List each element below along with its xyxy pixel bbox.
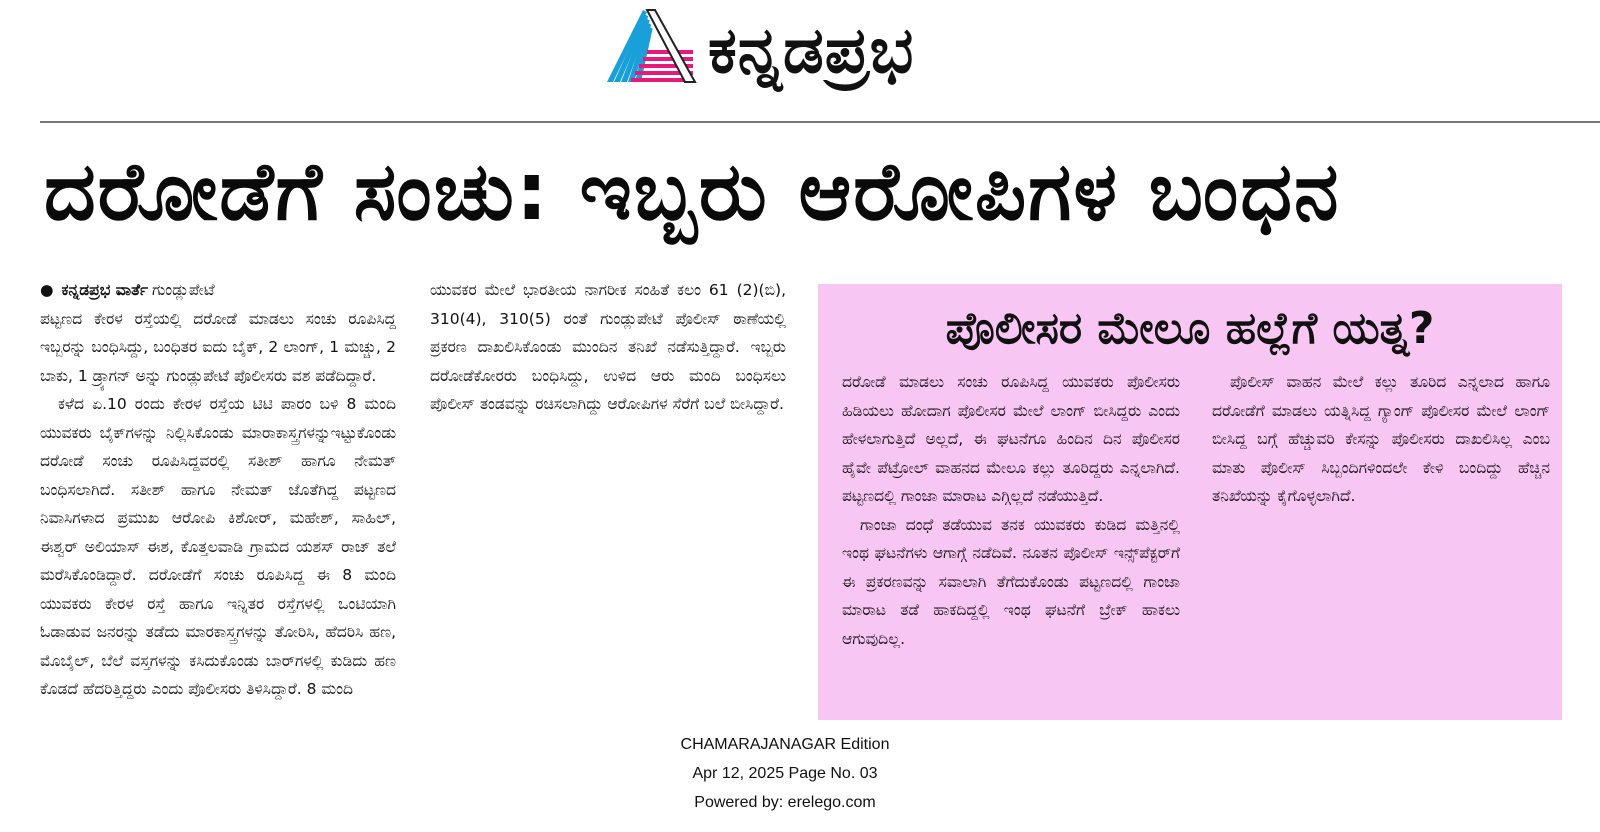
- byline-place: ಗುಂಡ್ಲುಪೇಟೆ: [151, 281, 215, 299]
- sidebar-box: [818, 284, 1562, 720]
- article-column-2: [430, 276, 786, 728]
- edition-label: CHAMARAJANAGAR Edition: [680, 736, 890, 753]
- masthead-divider: [40, 121, 1600, 123]
- article-paragraph: ಕಳೆದ ಏ.10 ರಂದು ಕೇರಳ ರಸ್ತೆಯ ಟಿಟಿ ಪಾರಂ ಬಳಿ 8 ಮಂದಿ ಯುವಕರು ಬೈಕ್‌ಗಳನ್ನು ನಿಲ್ಲಿಸಿಕೊಂಡು ಮಾರಾಕಾಸ್ತ್ರಗಳನ್ನುಇಟ್ಟುಕೊಂಡು ದರೋಡೆ ಸಂಚು ರೂಪಿಸಿದ್ದವರಲ್ಲಿ ಸತೀಶ್ ಹಾಗೂ ನೇಮತ್ ಬಂಧಿಸಲಾಗಿದೆ. ಸತೀಶ್ ಹಾಗೂ ನೇಮತ್ ಜೊತೆಗಿದ್ದ ಪಟ್ಟಣದ ನಿವಾಸಿಗಳಾದ ಪ್ರಮುಖ ಆರೋಪಿ ಕಿಶೋರ್, ಮಹೇಶ್, ಸಾಹಿಲ್, ಈಶ್ವರ್ ಅಲಿಯಾಸ್ ಈಶ, ಕೊತ್ತಲವಾಡಿ ಗ್ರಾಮದ ಯಶಸ್ ರಾಜ್ ತಲೆ ಮರೆಸಿಕೊಂಡಿದ್ದಾರೆ. ದರೋಡೆಗೆ ಸಂಚು ರೂಪಿಸಿದ್ದ ಈ 8 ಮಂದಿ ಯುವಕರು ಕೇರಳ ರಸ್ತೆ ಹಾಗೂ ಇನ್ನಿತರ ರಸ್ತೆಗಳಲ್ಲಿ ಒಂಟಿಯಾಗಿ ಓಡಾಡುವ ಜನರನ್ನು ತಡೆದು ಮಾರಕಾಸ್ತ್ರಗಳನ್ನು ತೋರಿಸಿ, ಹೆದರಿಸಿ ಹಣ, ಮೊಬೈಲ್, ಬೆಲೆ ವಸ್ತಗಳನ್ನು ಕಸಿದುಕೊಂಡು ಬಾರ್‌ಗಳಲ್ಲಿ ಕುಡಿದು ಹಣ ಕೊಡದೆ ಹೆದರಿತ್ತಿದ್ದರು ಎಂದು ಪೊಲೀಸರು ತಿಳಿಸಿದ್ದಾರೆ. 8 ಮಂದಿ: [40, 395, 396, 698]
- kannadaprabha-logo-icon: [603, 6, 699, 86]
- article-column-1: [40, 276, 396, 728]
- byline: [40, 276, 396, 305]
- headline: ದರೋಡೆಗೆ ಸಂಚು: ಇಬ್ಬರು ಆರೋಪಿಗಳ ಬಂಧನ: [44, 145, 1341, 238]
- sidebar-column-2: [1212, 368, 1550, 714]
- sidebar-column-1: [842, 368, 1180, 714]
- sidebar-paragraph: ಪೊಲೀಸ್ ವಾಹನ ಮೇಲೆ ಕಲ್ಲು ತೂರಿದ ಎನ್ನಲಾದ ಹಾಗೂ ದರೋಡೆಗೆ ಮಾಡಲು ಯತ್ನಿಸಿದ್ದ ಗ್ಯಾಂಗ್ ಪೊಲೀಸರ ಮೇಲೆ ಲಾಂಗ್ ಬೀಸಿದ್ದ ಬಗ್ಗೆ ಹೆಚ್ಚುವರಿ ಕೇಸನ್ನು ಪೊಲೀಸರು ದಾಖಲಿಸಿಲ್ಲ ಎಂಬ ಮಾತು ಪೊಲೀಸ್ ಸಿಬ್ಬಂದಿಗಳಿಂದಲೇ ಕೇಳಿ ಬಂದಿದ್ದು ಹೆಚ್ಚಿನ ತನಿಖೆಯನ್ನು ಕೈಗೊಳ್ಳಲಾಗಿದೆ.: [1212, 373, 1550, 505]
- sidebar-paragraph: ಗಾಂಜಾ ದಂಧೆ ತಡೆಯುವ ತನಕ ಯುವಕರು ಕುಡಿದ ಮತ್ತಿನಲ್ಲಿ ಇಂಥ ಘಟನೆಗಳು ಆಗಾಗ್ಗೆ ನಡೆದಿವೆ. ನೂತನ ಪೊಲೀಸ್ ಇನ್ಸ್‌ಪೆಕ್ಟರ್‌ಗೆ ಈ ಪ್ರಕರಣವನ್ನು ಸವಾಲಾಗಿ ತೆಗೆದುಕೊಂಡು ಪಟ್ಟಣದಲ್ಲಿ ಗಾಂಜಾ ಮಾರಾಟ ತಡೆ ಹಾಕದಿದ್ದಲ್ಲಿ ಇಂಥ ಘಟನೆಗೆ ಬ್ರೇಕ್ ಹಾಕಲು ಆಗುವುದಿಲ್ಲ.: [842, 515, 1180, 648]
- sidebar-paragraph: ದರೋಡೆ ಮಾಡಲು ಸಂಚು ರೂಪಿಸಿದ್ದ ಯುವಕರು ಪೊಲೀಸರು ಹಿಡಿಯಲು ಹೋದಾಗ ಪೊಲೀಸರ ಮೇಲೆ ಲಾಂಗ್ ಬೀಸಿದ್ದರು ಎಂದು ಹೇಳಲಾಗುತ್ತಿದೆ ಅಲ್ಲದೆ, ಈ ಘಟನೆಗೂ ಹಿಂದಿನ ದಿನ ಪೊಲೀಸರ ಹೈವೇ ಪೆಟ್ರೋಲ್ ವಾಹನದ ಮೇಲೂ ಕಲ್ಲು ತೂರಿದ್ದರು ಎನ್ನಲಾಗಿದೆ. ಪಟ್ಟಣದಲ್ಲಿ ಗಾಂಜಾ ಮಾರಾಟ ಎಗ್ಗಿಲ್ಲದೆ ನಡೆಯುತ್ತಿದೆ.: [842, 373, 1180, 505]
- byline-source: ಕನ್ನಡಪ್ರಭ ವಾರ್ತೆ: [61, 281, 148, 299]
- sidebar-title: ಪೊಲೀಸರ ಮೇಲೂ ಹಲ್ಲೆಗೆ ಯತ್ನ?: [945, 303, 1435, 354]
- masthead: [0, 0, 1600, 118]
- date-page-label: Apr 12, 2025 Page No. 03: [692, 765, 878, 782]
- bullet-icon: ●: [40, 281, 54, 299]
- article-paragraph: ಪಟ್ಟಣದ ಕೇರಳ ರಸ್ತೆಯಲ್ಲಿ ದರೋಡೆ ಮಾಡಲು ಸಂಚು ರೂಪಿಸಿದ್ದ ಇಬ್ಬರನ್ನು ಬಂಧಿಸಿದ್ದು, ಬಂಧಿತರ ಐದು ಬೈಕ್, 2 ಲಾಂಗ್, 1 ಮಚ್ಚು, 2 ಬಾಕು, 1 ಡ್ರ್ಯಾಗನ್ ಅನ್ನು ಗುಂಡ್ಲುಪೇಟೆ ಪೊಲೀಸರು ವಶ ಪಡೆದಿದ್ದಾರೆ.: [40, 309, 396, 385]
- brand-name: ಕನ್ನಡಪ್ರಭ: [708, 14, 915, 88]
- powered-by-link[interactable]: Powered by: erelego.com: [694, 794, 876, 811]
- logo-stripe-pink: [643, 57, 693, 61]
- article-paragraph-continued: ಯುವಕರ ಮೇಲೆ ಭಾರತೀಯ ನಾಗರೀಕ ಸಂಹಿತೆ ಕಲಂ 61 (2)(ಬಿ), 310(4), 310(5) ರಂತೆ ಗುಂಡ್ಲುಪೇಟೆ ಪೊಲೀಸ್ ಠಾಣೆಯಲ್ಲಿ ಪ್ರಕರಣ ದಾಖಲಿಸಿಕೊಂಡು ಮುಂದಿನ ತನಿಖೆ ನಡೆಸುತ್ತಿದ್ದಾರೆ. ಇಬ್ಬರು ದರೋಡೆಕೋರರು ಬಂಧಿಸಿದ್ದು, ಉಳಿದ ಆರು ಮಂದಿ ಬಂಧಿಸಲು ಪೊಲೀಸ್ ತಂಡವನ್ನು ರಚಿಸಲಾಗಿದ್ದು ಆರೋಪಿಗಳ ಸೆರೆಗೆ ಬಲೆ ಬೀಸಿದ್ದಾರೆ.: [430, 281, 786, 413]
